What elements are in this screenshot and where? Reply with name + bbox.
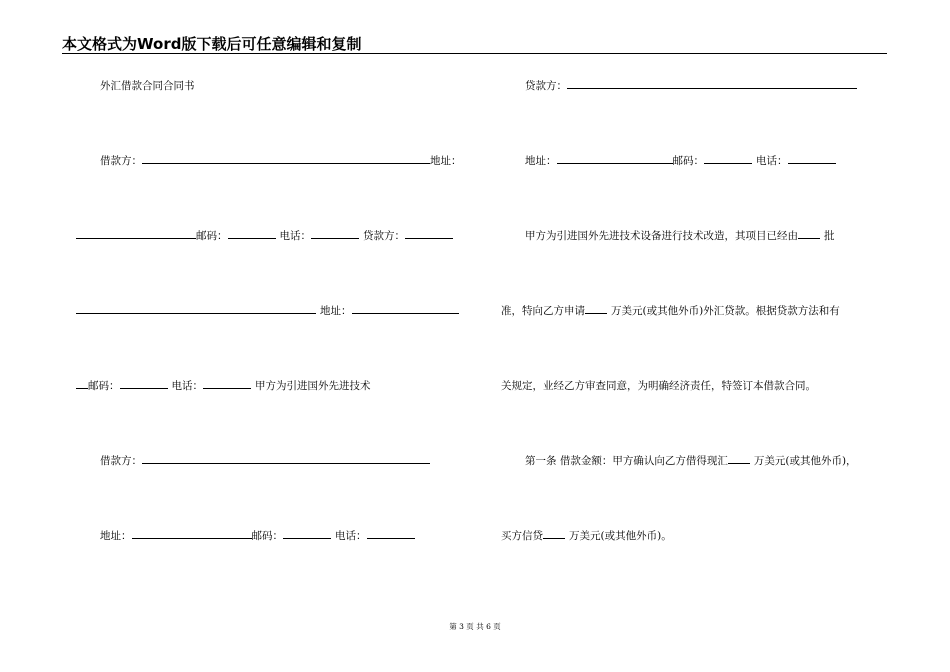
lender-label: 贷款方： bbox=[525, 80, 567, 92]
address-label: 地址： bbox=[525, 155, 557, 167]
right-line-lender bbox=[525, 79, 857, 93]
address-label: 地址： bbox=[100, 530, 132, 542]
postcode-label: 邮码： bbox=[196, 230, 228, 242]
right-line-body-1 bbox=[525, 229, 835, 243]
right-line-body-2 bbox=[501, 304, 840, 318]
left-line-contact-2 bbox=[76, 379, 371, 393]
lender-label: 贷款方： bbox=[363, 230, 405, 242]
document-header: 本文格式为Word版下载后可任意编辑和复制 bbox=[62, 35, 362, 53]
borrower-blank bbox=[142, 154, 430, 164]
borrower-label: 借款方： bbox=[100, 155, 142, 167]
intro-text: 甲方为引进国外先进技术 bbox=[255, 380, 371, 392]
address-label: 地址： bbox=[320, 305, 352, 317]
postcode-blank bbox=[704, 154, 752, 164]
right-line-article-2 bbox=[501, 529, 672, 543]
header-divider bbox=[62, 53, 887, 54]
phone-label: 电话： bbox=[756, 155, 788, 167]
article-text: 万美元(或其他外币)。 bbox=[569, 530, 672, 542]
body-text: 准，特向乙方申请 bbox=[501, 305, 585, 317]
address-blank bbox=[76, 229, 196, 239]
postcode-label: 邮码： bbox=[251, 530, 283, 542]
postcode-blank bbox=[120, 379, 168, 389]
phone-label: 电话： bbox=[335, 530, 367, 542]
phone-label: 电话： bbox=[279, 230, 311, 242]
right-line-contact bbox=[525, 154, 836, 168]
left-line-borrower bbox=[100, 154, 462, 168]
right-line-article-1 bbox=[525, 454, 857, 468]
borrower-blank bbox=[142, 454, 430, 464]
page-number: 第 3 页 共 6 页 bbox=[449, 622, 501, 631]
article-text: 第一条 借款金额：甲方确认向乙方借得现汇 bbox=[525, 455, 728, 467]
postcode-label: 邮码： bbox=[88, 380, 120, 392]
body-text: 万美元(或其他外币)外汇贷款。根据贷款方法和有 bbox=[611, 305, 840, 317]
lender-blank bbox=[567, 79, 857, 89]
address-label: 地址： bbox=[430, 155, 462, 167]
phone-label: 电话： bbox=[171, 380, 203, 392]
credit-amount-blank bbox=[543, 529, 565, 539]
phone-blank bbox=[367, 529, 415, 539]
article-text: 万美元(或其他外币)， bbox=[753, 455, 857, 467]
postcode-blank bbox=[283, 529, 331, 539]
postcode-blank bbox=[228, 229, 276, 239]
left-line-contact-3 bbox=[100, 529, 415, 543]
address-blank bbox=[352, 304, 459, 314]
address-blank bbox=[557, 154, 673, 164]
cash-amount-blank bbox=[728, 454, 750, 464]
borrower-label: 借款方： bbox=[100, 455, 142, 467]
right-line-body-3: 关规定，业经乙方审查同意，为明确经济责任，特签订本借款合同。 bbox=[501, 380, 816, 392]
body-text: 批 bbox=[824, 230, 835, 242]
contract-title: 外汇借款合同合同书 bbox=[100, 80, 195, 92]
postcode-label: 邮码： bbox=[672, 155, 704, 167]
lender-name-blank bbox=[76, 304, 316, 314]
lender-blank bbox=[405, 229, 453, 239]
left-line-lender-address bbox=[76, 304, 459, 318]
approval-blank bbox=[798, 229, 820, 239]
short-blank bbox=[76, 379, 88, 389]
phone-blank bbox=[311, 229, 359, 239]
article-text: 买方信贷 bbox=[501, 530, 543, 542]
address-blank bbox=[132, 529, 252, 539]
left-line-contact-1 bbox=[76, 229, 453, 243]
left-line-borrower-2 bbox=[100, 454, 430, 468]
phone-blank bbox=[203, 379, 251, 389]
amount-blank bbox=[585, 304, 607, 314]
body-text: 甲方为引进国外先进技术设备进行技术改造，其项目已经由 bbox=[525, 230, 798, 242]
phone-blank bbox=[788, 154, 836, 164]
